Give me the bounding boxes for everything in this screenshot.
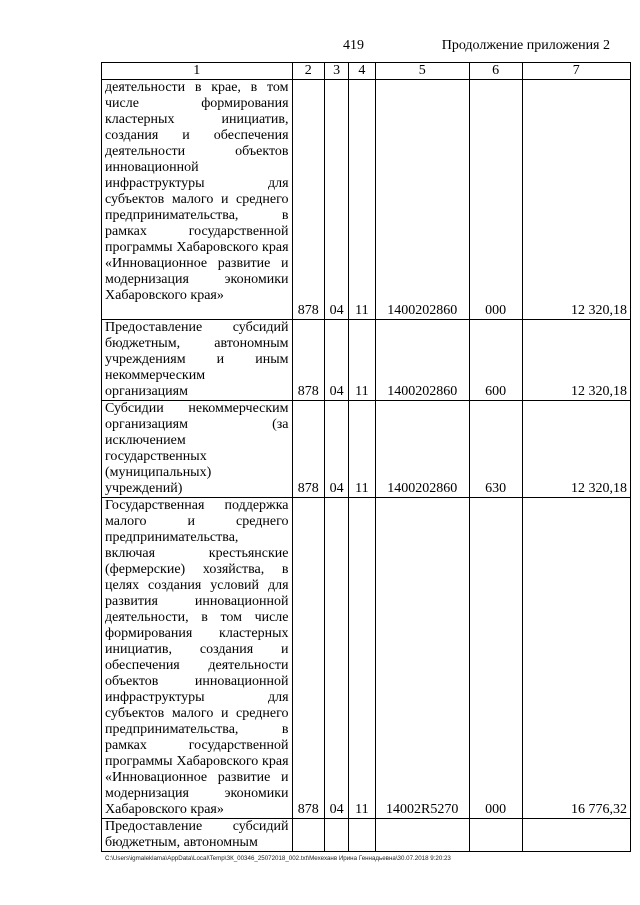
row-name: Предоставление субсидий бюджетным, автономным bbox=[102, 819, 293, 852]
column-header: 7 bbox=[522, 63, 630, 80]
cell-expense-type: 600 bbox=[469, 320, 522, 401]
row-name: Предоставление субсидий бюджетным, автономным учреждениям и иным некоммерческим организациям bbox=[102, 320, 293, 401]
table-row bbox=[102, 819, 631, 852]
column-header: 4 bbox=[349, 63, 375, 80]
cell-ministry-code: 878 bbox=[292, 498, 324, 819]
cell-subsection: 11 bbox=[349, 80, 375, 320]
cell-ministry-code: 878 bbox=[292, 80, 324, 320]
cell-target-article: 1400202860 bbox=[375, 320, 469, 401]
cell-section: 04 bbox=[324, 498, 348, 819]
cell-target-article: 1400202860 bbox=[375, 401, 469, 498]
cell-subsection: 11 bbox=[349, 320, 375, 401]
cell-ministry-code bbox=[292, 819, 324, 852]
cell-amount bbox=[522, 819, 630, 852]
cell-expense-type: 000 bbox=[469, 80, 522, 320]
cell-target-article: 14002R5270 bbox=[375, 498, 469, 819]
cell-section: 04 bbox=[324, 80, 348, 320]
row-name: деятельности в крае, в том числе формирования кластерных инициатив, создания и обеспечения деятельности объектов инновационной инфраструктуры для субъектов малого и среднего предпринимательства, в рамках государственной программы Хабаровского края «Инновационное развитие и модернизация экономики Хабаровского края» bbox=[102, 80, 293, 320]
document-footer-path: C:\Users\igmaleklama\AppData\Local\Temp\ЗК_00346_25072018_002.txt\Мехеханв Ирина Геннадьевна\30.07.2018 9:20:23 bbox=[105, 855, 451, 862]
cell-target-article bbox=[375, 819, 469, 852]
cell-amount: 16 776,32 bbox=[522, 498, 630, 819]
table-row bbox=[102, 498, 631, 819]
column-header: 3 bbox=[324, 63, 348, 80]
table-row bbox=[102, 320, 631, 401]
cell-section: 04 bbox=[324, 401, 348, 498]
cell-section: 04 bbox=[324, 320, 348, 401]
column-header: 2 bbox=[292, 63, 324, 80]
table-row bbox=[102, 80, 631, 320]
cell-amount: 12 320,18 bbox=[522, 401, 630, 498]
cell-expense-type: 630 bbox=[469, 401, 522, 498]
cell-section bbox=[324, 819, 348, 852]
table-header-row bbox=[102, 63, 631, 80]
cell-subsection bbox=[349, 819, 375, 852]
cell-amount: 12 320,18 bbox=[522, 80, 630, 320]
column-header: 6 bbox=[469, 63, 522, 80]
cell-ministry-code: 878 bbox=[292, 320, 324, 401]
column-header: 1 bbox=[102, 63, 293, 80]
row-name: Субсидии некоммерческим организациям (за исключением государственных (муниципальных) учреждений) bbox=[102, 401, 293, 498]
cell-expense-type: 000 bbox=[469, 498, 522, 819]
cell-subsection: 11 bbox=[349, 498, 375, 819]
cell-ministry-code: 878 bbox=[292, 401, 324, 498]
budget-table bbox=[101, 62, 631, 852]
cell-amount: 12 320,18 bbox=[522, 320, 630, 401]
cell-target-article: 1400202860 bbox=[375, 80, 469, 320]
table-row bbox=[102, 401, 631, 498]
column-header: 5 bbox=[375, 63, 469, 80]
row-name: Государственная поддержка малого и среднего предпринимательства, включая крестьянские (фермерские) хозяйства, в целях создания условий для развития инновационной деятельности, в том числе формирования кластерных инициатив, создания и обеспечения деятельности объектов инновационной инфраструктуры для субъектов малого и среднего предпринимательства, в рамках государственной программы Хабаровского края «Инновационное развитие и модернизация экономики Хабаровского края» bbox=[102, 498, 293, 819]
page-number: 419 bbox=[343, 38, 364, 53]
cell-subsection: 11 bbox=[349, 401, 375, 498]
cell-expense-type bbox=[469, 819, 522, 852]
continuation-heading: Продолжение приложения 2 bbox=[441, 38, 610, 53]
